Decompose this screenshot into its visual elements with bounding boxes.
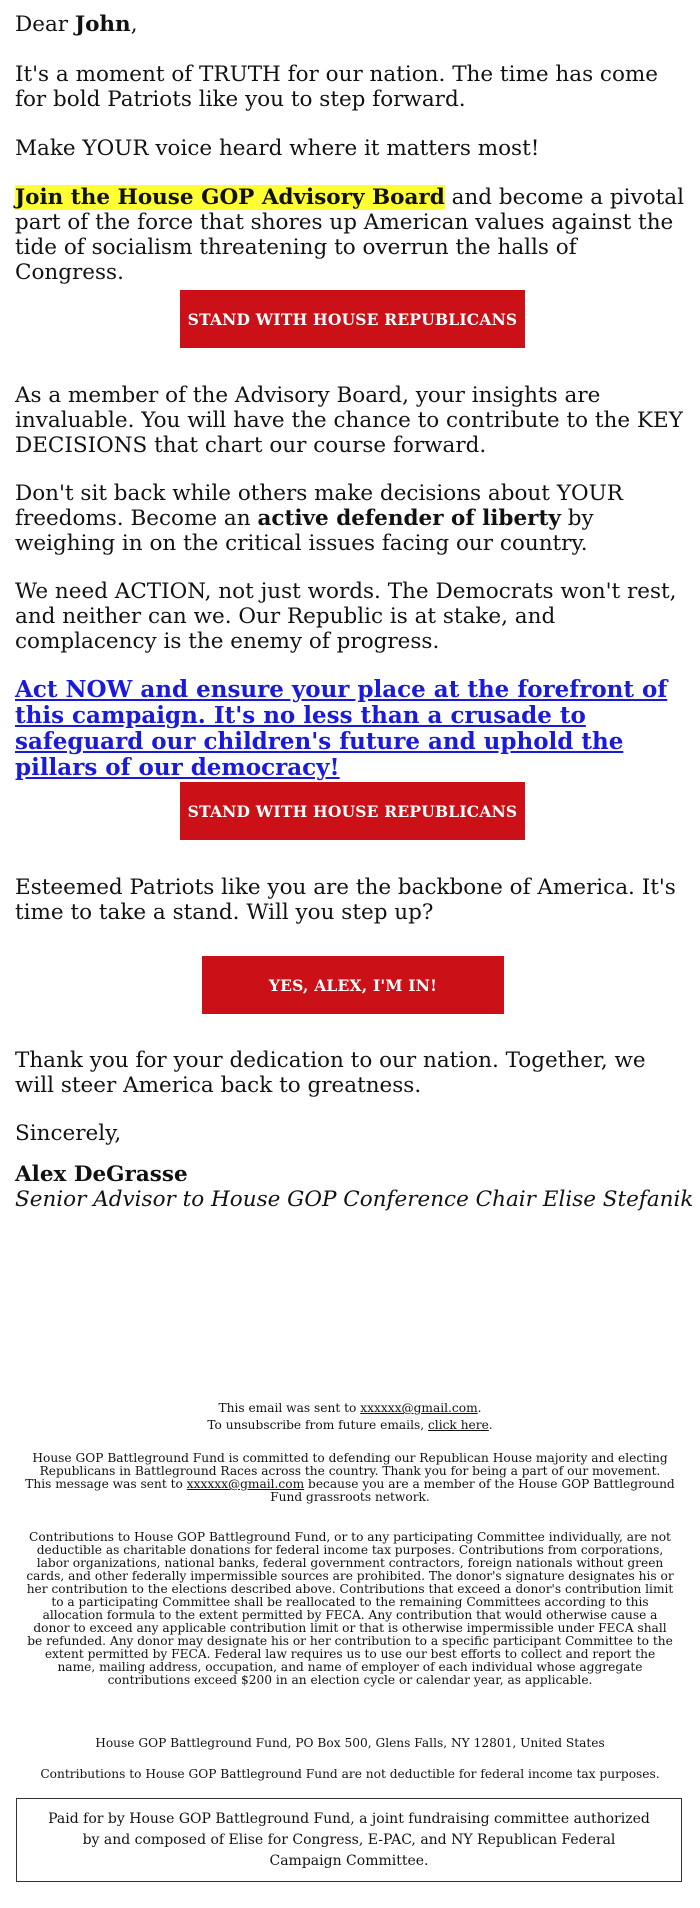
paid-for-text: Paid for by House GOP Battleground Fund, a joint fundraising committee authorized by and composed of Elise for Congress, E-PAC, and NY Republican Federal Campaign Committee. [48,1810,650,1869]
unsubscribe-text: To unsubscribe from future emails, [207,1418,428,1432]
footer-contributions-disclaimer: Contributions to House GOP Battleground Fund, or to any participating Committee individually, are not deductible as charitable donations for federal income tax purposes. Contributions from corporations, labor organizations, national banks, federal government contractors, foreign nationals without green cards, and other federally impermissible sources are prohibited. The donor's signature designates his or her contribution to the elections described above. Contributions that exceed a donor's contribution limit to a participating Committee shall be reallocated to the remaining Committees according to this allocation formula to the extent permitted by FECA. Any contribution that would otherwise cause a donor to exceed any applicable contribution limit or that is otherwise impermissible under FECA shall be refunded. Any donor may designate his or her contribution to a specific participant Committee to the extent permitted by FECA. Federal law requires us to use our best efforts to collect and report the name, mailing address, occupation, and name of employer of each individual whose aggregate contributions exceed $200 in an election cycle or calendar year, as applicable. [26,1530,674,1687]
sent-to-text: This email was sent to [218,1401,361,1415]
act-now-link[interactable]: Act NOW and ensure your place at the forefront of this campaign. It's no less than a crusade to safeguard our children's future and uphold the pillars of our democracy! [15,676,668,781]
recipient-email-link[interactable]: xxxxxx@gmail.com [360,1401,478,1415]
paid-for-box [16,1798,682,1882]
highlighted-join-text: Join the House GOP Advisory Board [15,185,445,210]
mission-email-link[interactable]: xxxxxx@gmail.com [186,1477,305,1491]
greeting-suffix: , [130,12,138,37]
paragraph-patriots: Esteemed Patriots like you are the backbone of America. It's time to take a stand. Will you step up? [15,875,676,925]
footer-mission [25,1452,675,1504]
active-defender-text: active defender of liberty [257,506,561,531]
freedoms-text-after: by weighing in on the critical issues facing our country. [15,506,594,556]
paragraph-freedoms [15,481,685,556]
cta-paragraph [15,677,685,781]
sent-to-suffix: . [477,1401,482,1415]
greeting [15,12,685,37]
paragraph-insights: As a member of the Advisory Board, your insights are invaluable. You will have the chance to contribute to the KEY DECISIONS that chart our course forward. [15,383,683,458]
signature-title: Senior Advisor to House GOP Conference Chair Elise Stefanik [15,1187,694,1212]
footer-address: House GOP Battleground Fund, PO Box 500, Glens Falls, NY 12801, United States [95,1736,605,1750]
recipient-name: John [74,12,131,37]
unsubscribe-link[interactable]: click here [427,1418,489,1432]
footer-not-deductible: Contributions to House GOP Battleground Fund are not deductible for federal income tax purposes. [40,1767,660,1781]
stand-with-republicans-button-1[interactable]: STAND WITH HOUSE REPUBLICANS [180,290,525,348]
unsubscribe-suffix: . [488,1418,493,1432]
footer-sent-to [25,1400,675,1434]
mission-text: House GOP Battleground Fund is committed to defending our Republican House majority and electing Republicans in Battleground Races across the country. Thank you for being a part of our movement. This message was sent to [25,1451,668,1491]
stand-with-republicans-button-2[interactable]: STAND WITH HOUSE REPUBLICANS [180,782,525,840]
advisory-board-text: and become a pivotal part of the force that shores up American values against the tide of socialism threatening to overrun the halls of Congress. [15,185,684,285]
mission-text-after: because you are a member of the House GOP Battleground Fund grassroots network. [270,1477,675,1504]
paragraph-thank-you: Thank you for your dedication to our nation. Together, we will steer America back to greatness. [15,1048,646,1098]
paragraph-truth: It's a moment of TRUTH for our nation. The time has come for bold Patriots like you to step forward. [15,62,659,112]
freedoms-text-before: Don't sit back while others make decisions about YOUR freedoms. Become an [15,481,623,531]
greeting-prefix: Dear [15,12,75,37]
yes-alex-im-in-button[interactable]: YES, ALEX, I'M IN! [202,956,504,1014]
signature-name: Alex DeGrasse [15,1162,188,1187]
paragraph-action: We need ACTION, not just words. The Democrats won't rest, and neither can we. Our Republic is at stake, and complacency is the enemy of progress. [15,579,677,654]
paragraph-voice: Make YOUR voice heard where it matters most! [15,136,540,161]
closing: Sincerely, [15,1121,122,1146]
paragraph-advisory-board [15,185,685,285]
